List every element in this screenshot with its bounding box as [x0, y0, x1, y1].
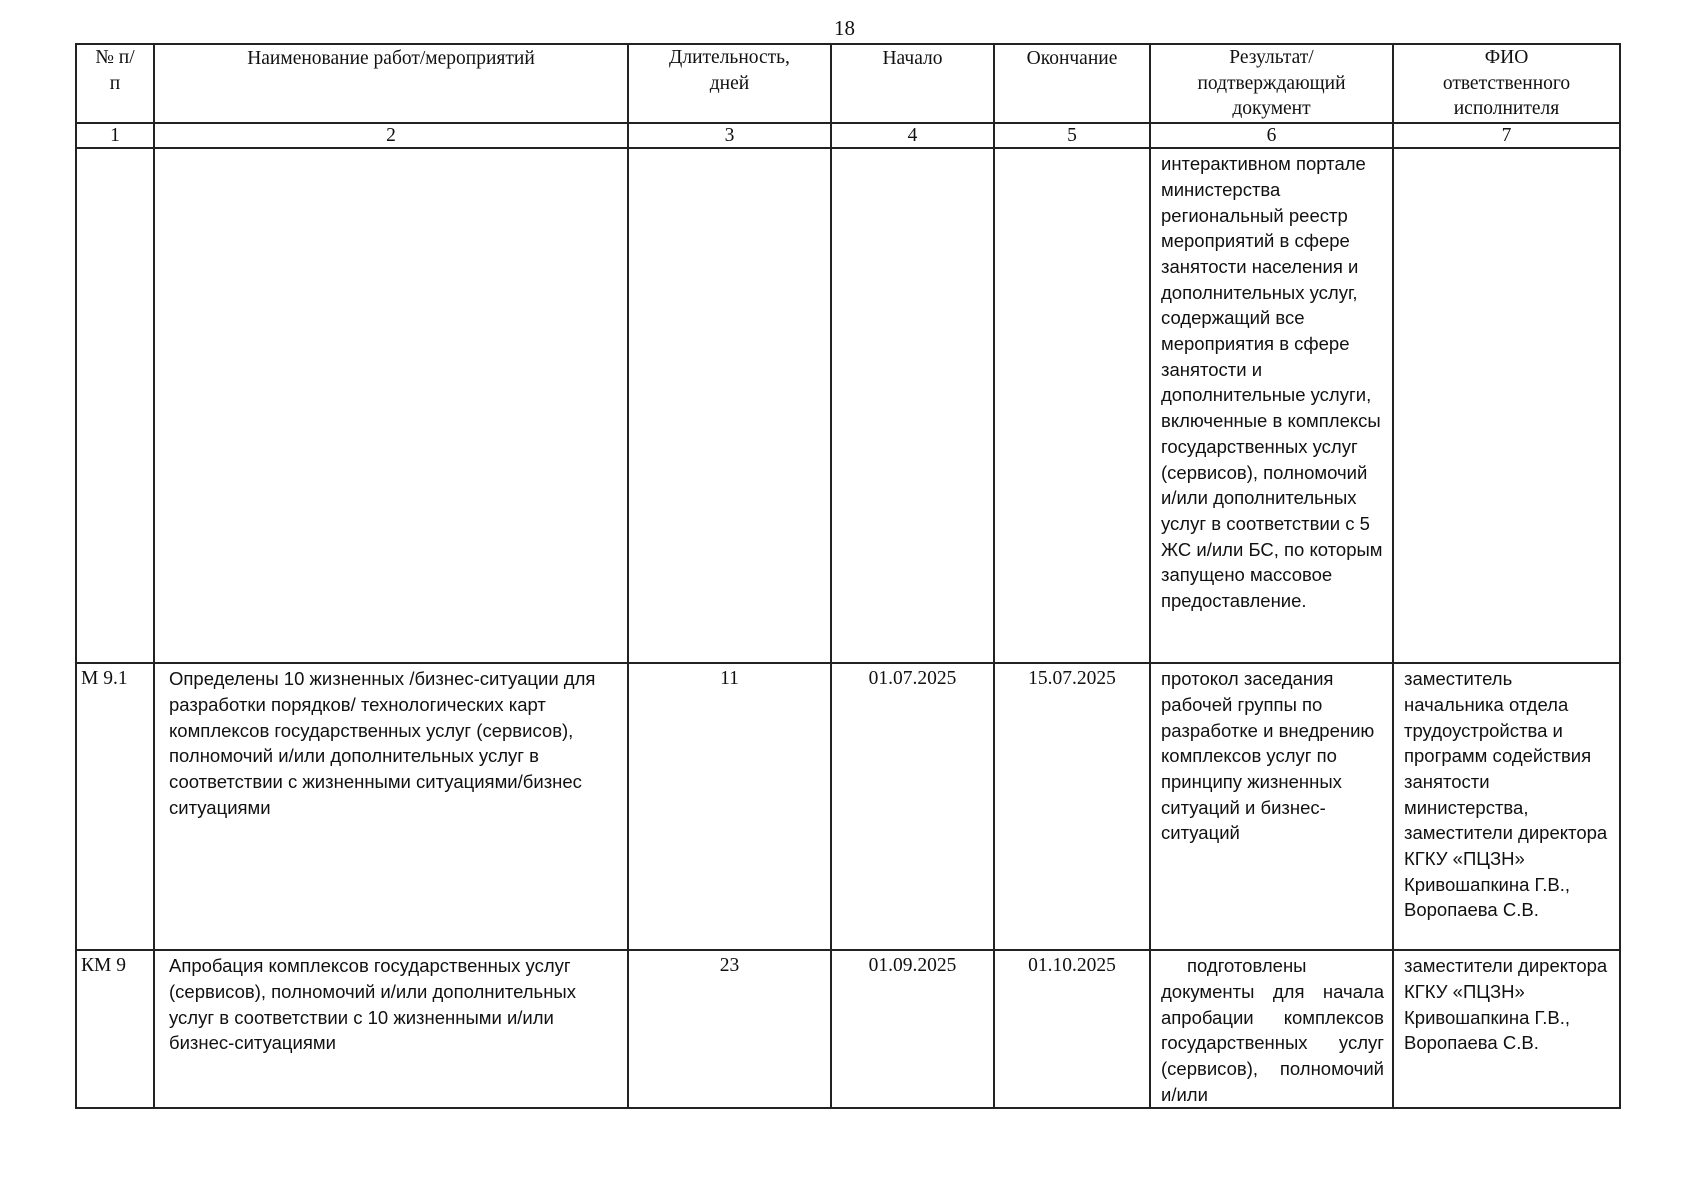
row-end — [994, 148, 1150, 663]
row-end: 15.07.2025 — [994, 663, 1150, 950]
work-schedule-table — [75, 43, 1621, 1109]
column-number: 5 — [994, 123, 1150, 148]
header-result: Результат/ подтверждающий документ — [1150, 44, 1393, 123]
row-result: интерактивном портале министерства региональный реестр мероприятий в сфере занятости населения и дополнительных услуг, содержащий все мероприятия в сфере занятости и дополнительные услуги, включенные в комплексы государственных услуг (сервисов), полномочий и/или дополнительных услуг в соответствии с 5 ЖС и/или БС, по которым запущено массовое предоставление. — [1150, 148, 1393, 663]
header-name: Наименование работ/мероприятий — [154, 44, 628, 123]
column-number: 2 — [154, 123, 628, 148]
header-duration: Длительность, дней — [628, 44, 831, 123]
column-number: 1 — [76, 123, 154, 148]
column-numbers-row — [76, 123, 1620, 148]
row-number — [76, 148, 154, 663]
row-name: Апробация комплексов государственных услуг (сервисов), полномочий и/или дополнительных услуг в соответствии с 10 жизненными и/или бизнес-ситуациями — [154, 950, 628, 1108]
column-number: 6 — [1150, 123, 1393, 148]
row-executor: заместители директора КГКУ «ПЦЗН» Кривошапкина Г.В., Воропаева С.В. — [1393, 950, 1620, 1108]
table-row — [76, 663, 1620, 950]
column-number: 3 — [628, 123, 831, 148]
row-name — [154, 148, 628, 663]
row-start — [831, 148, 994, 663]
header-start: Начало — [831, 44, 994, 123]
page-number: 18 — [834, 16, 855, 40]
row-duration: 11 — [628, 663, 831, 950]
row-number: КМ 9 — [76, 950, 154, 1108]
row-duration — [628, 148, 831, 663]
header-row — [76, 44, 1620, 123]
header-executor: ФИО ответственного исполнителя — [1393, 44, 1620, 123]
row-duration: 23 — [628, 950, 831, 1108]
row-result: подготовлены документы для начала апробации комплексов государственных услуг (сервисов), полномочий и/или — [1150, 950, 1393, 1108]
table-row — [76, 148, 1620, 663]
row-result: протокол заседания рабочей группы по разработке и внедрению комплексов услуг по принципу жизненных ситуаций и бизнес-ситуаций — [1150, 663, 1393, 950]
column-number: 7 — [1393, 123, 1620, 148]
row-end: 01.10.2025 — [994, 950, 1150, 1108]
row-start: 01.09.2025 — [831, 950, 994, 1108]
header-number: № п/п — [76, 44, 154, 123]
row-number: М 9.1 — [76, 663, 154, 950]
row-executor: заместитель начальника отдела трудоустройства и программ содействия занятости министерства, заместители директора КГКУ «ПЦЗН» Кривошапкина Г.В., Воропаева С.В. — [1393, 663, 1620, 950]
column-number: 4 — [831, 123, 994, 148]
table-row — [76, 950, 1620, 1108]
header-end: Окончание — [994, 44, 1150, 123]
row-executor — [1393, 148, 1620, 663]
row-start: 01.07.2025 — [831, 663, 994, 950]
row-name: Определены 10 жизненных /бизнес-ситуации для разработки порядков/ технологических карт комплексов государственных услуг (сервисов), полномочий и/или дополнительных услуг в соответствии с жизненными ситуациями/бизнес ситуациями — [154, 663, 628, 950]
